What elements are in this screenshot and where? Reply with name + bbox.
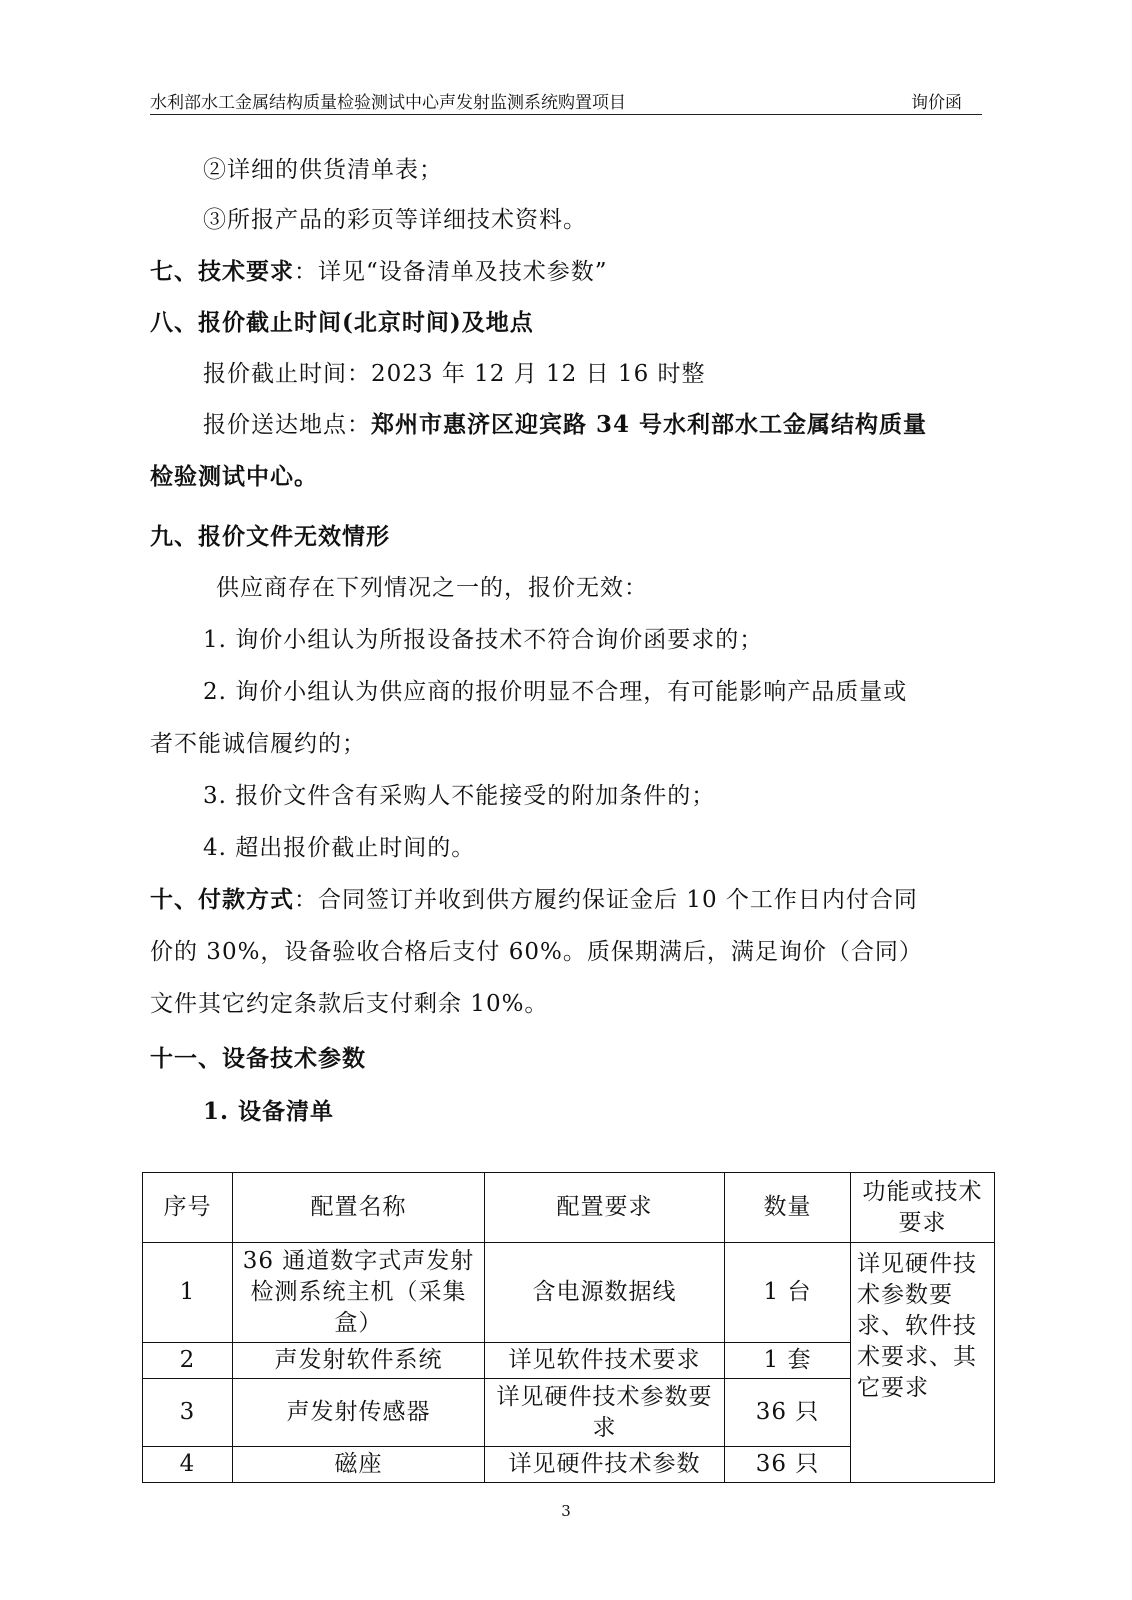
header-quantity: 数量 — [725, 1173, 851, 1243]
section-9-item-2-cont: 者不能诚信履约的； — [150, 731, 366, 757]
header-requirement: 配置要求 — [485, 1173, 725, 1243]
cell-name: 磁座 — [233, 1447, 485, 1483]
cell-no: 3 — [143, 1379, 233, 1447]
cell-function-merged: 详见硬件技术参数要求、软件技术要求、其它要求 — [851, 1243, 995, 1483]
header-name: 配置名称 — [233, 1173, 485, 1243]
address-label: 报价送达地点： — [203, 412, 371, 438]
section-11-heading: 十一、设备技术参数 — [150, 1045, 366, 1072]
cell-quantity: 36 只 — [725, 1379, 851, 1447]
item-brochure: ③所报产品的彩页等详细技术资料。 — [203, 207, 587, 233]
address-value: 郑州市惠济区迎宾路 34 号水利部水工金属结构质量 — [371, 411, 928, 438]
address-continued: 检验测试中心。 — [150, 463, 318, 490]
cell-name: 声发射传感器 — [233, 1379, 485, 1447]
section-10 — [150, 884, 918, 916]
item-supply-list: ②详细的供货清单表； — [203, 157, 443, 183]
header-function: 功能或技术要求 — [851, 1173, 995, 1243]
table-header-row — [143, 1173, 995, 1243]
section-9-item-2: 2. 询价小组认为供应商的报价明显不合理，有可能影响产品质量或 — [203, 679, 908, 705]
section-9-heading: 九、报价文件无效情形 — [150, 523, 390, 550]
cell-requirement: 含电源数据线 — [485, 1243, 725, 1343]
equipment-table — [142, 1172, 995, 1483]
cell-name: 声发射软件系统 — [233, 1343, 485, 1379]
cell-no: 2 — [143, 1343, 233, 1379]
cell-no: 4 — [143, 1447, 233, 1483]
cell-requirement: 详见软件技术要求 — [485, 1343, 725, 1379]
section-9-item-1: 1. 询价小组认为所报设备技术不符合询价函要求的； — [203, 627, 764, 653]
section-8-heading: 八、报价截止时间(北京时间)及地点 — [150, 309, 534, 336]
cell-quantity: 1 套 — [725, 1343, 851, 1379]
header-title: 水利部水工金属结构质量检验测试中心声发射监测系统购置项目 — [150, 93, 626, 113]
cell-name: 36 通道数字式声发射检测系统主机（采集盒） — [233, 1243, 485, 1343]
header-doc-type: 询价函 — [911, 93, 962, 113]
cell-no: 1 — [143, 1243, 233, 1343]
table-row — [143, 1243, 995, 1343]
section-10-cont-2: 文件其它约定条款后支付剩余 10%。 — [150, 991, 549, 1017]
section-11-subheading: 1. 设备清单 — [203, 1098, 335, 1125]
address-line — [203, 409, 927, 441]
cell-quantity: 36 只 — [725, 1447, 851, 1483]
section-9-intro: 供应商存在下列情况之一的，报价无效： — [216, 575, 648, 601]
section-10-cont-1: 价的 30%，设备验收合格后支付 60%。质保期满后，满足询价（合同） — [150, 939, 923, 965]
section-7 — [150, 256, 608, 288]
section-7-heading: 七、技术要求 — [150, 258, 294, 285]
section-9-item-3: 3. 报价文件含有采购人不能接受的附加条件的； — [203, 783, 716, 809]
cell-requirement: 详见硬件技术参数要求 — [485, 1379, 725, 1447]
cell-requirement: 详见硬件技术参数 — [485, 1447, 725, 1483]
header-divider — [150, 114, 982, 115]
cell-quantity: 1 台 — [725, 1243, 851, 1343]
deadline-text: 报价截止时间：2023 年 12 月 12 日 16 时整 — [203, 361, 706, 387]
section-9-item-4: 4. 超出报价截止时间的。 — [203, 835, 476, 861]
page-number: 3 — [561, 1502, 571, 1520]
header-no: 序号 — [143, 1173, 233, 1243]
section-10-text: ：合同签订并收到供方履约保证金后 10 个工作日内付合同 — [294, 887, 918, 913]
section-7-text: ：详见“设备清单及技术参数” — [294, 259, 608, 285]
section-10-heading: 十、付款方式 — [150, 886, 294, 913]
